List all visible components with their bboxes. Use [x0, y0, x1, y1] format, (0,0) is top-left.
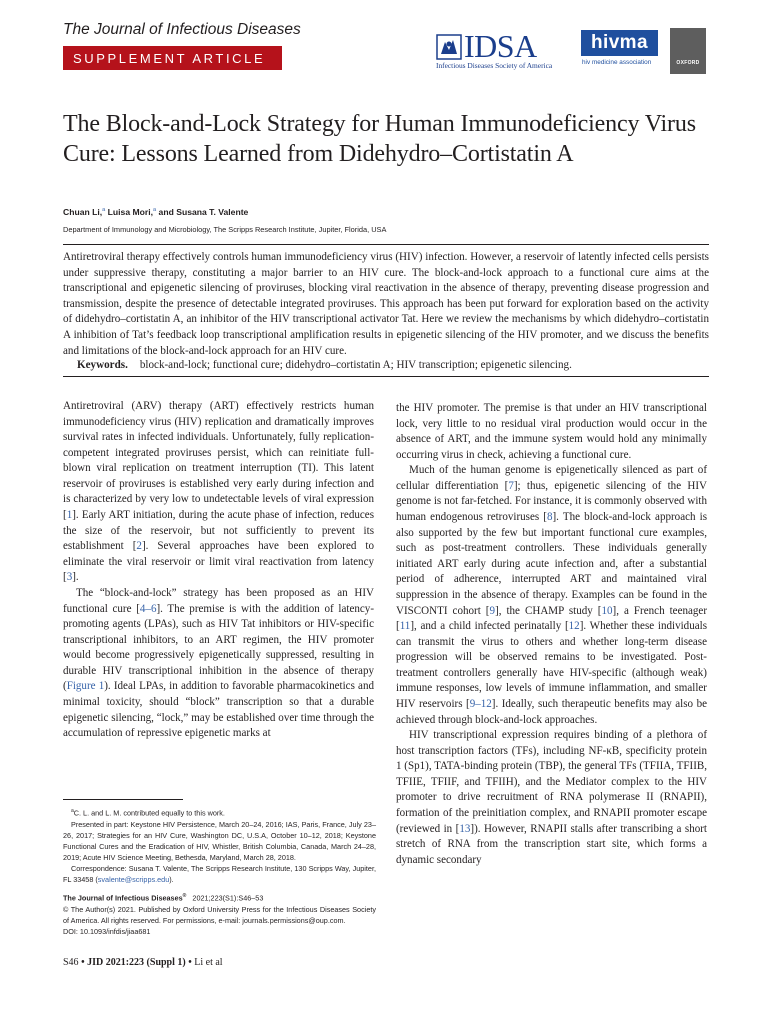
citation-link[interactable]: 9	[489, 604, 496, 617]
body-column-right	[396, 401, 707, 868]
abstract-bottom-rule	[63, 376, 709, 377]
footnote-journal: The Journal of Infectious Diseases® 2021;223(S1):S46–53	[63, 893, 264, 903]
keywords-label: Keywords.	[77, 359, 128, 371]
body-paragraph: Antiretroviral (ARV) therapy (ART) effectively restricts human immunodeficiency virus (HIV) replication and dramatically improves survival rates in infected individuals. Unfortunately, fully replication-competent integrated proviruses persist, which can reinitiate full-blown viral replication on treatment interruption (TI). This latent reservoir of proviruses is established very early during infection and is characterized by very low to undetectable levels of viral expression [1]. Early ART initiation, during the acute phase of infection, reduces the size of the reservoir, but not sufficiently to prevent its establishment [2]. Several approaches have been explored to eliminate the viral reservoir or limit viral reactivation from latency [3].	[63, 400, 374, 584]
idsa-wordmark: IDSA	[464, 28, 537, 64]
footnote-doi: DOI: 10.1093/infdis/jiaa681	[63, 926, 151, 936]
author-affil-marker: a	[102, 207, 106, 214]
email-link[interactable]: svalente@scripps.edu	[97, 874, 170, 884]
body-paragraph: The “block-and-lock” strategy has been proposed as an HIV functional cure [4–6]. The premise is with the addition of latency-promoting agents (LPAs), such as HIV Tat inhibitors or HIV-specific transcriptional inhibitors, to an ART regimen, the HIV promoter would become progressively epigenetically suppressed, resulting in durable HIV transcriptional inhibition in the absence of therapy (Figure 1). Ideal LPAs, in addition to favorable pharmacokinetics and minimal toxicity, should “block” transcription so that a durable epigenetic silencing, “lock,” may be established over time through the accumulation of repressive epigenetic marks at	[63, 586, 374, 740]
body-paragraph: HIV transcriptional expression requires binding of a plethora of host transcription factors (TFs), including NF-κB, specificity protein 1 (Sp1), TATA-binding protein (TBP), the general TFs (TFIIA, TFIIB, TFIIE, TFIIF, and TFIIH), and the Mediator complex to the HIV promoter to drive recruitment of RNA polymerase II (RNAPII), formation of the preinitiation complex, and RNAPII promoter escape (reviewed in [13]). However, RNAPII stalls after transcribing a short stretch of RNA from the transcription start site, which forms a dynamic secondary	[396, 729, 707, 866]
body-paragraph: Much of the human genome is epigenetically silenced as part of cellular differentiation [7]; thus, epigenetic silencing of the HIV genome is not far-fetched. For instance, it is commonly observed with human endogenous retroviruses [8]. The block-and-lock approach is also supported by the few but important functional cure examples, such as post-treatment controllers. These individuals generally initiated ART early during acute infection and, after a substantial period of adherence, interrupted ART and maintained viral suppression in the absence of therapy. Examples can be found in the VISCONTI cohort [9], the CHAMP study [10], a French teenager [11], and a child infected perinatally [12]. Whether these individuals can transmit the virus to others and whether long-term disease progression will be observed remains to be investigated. Post-treatment controllers generally have HIV-specific (although weak) immune responses, low levels of immune inflammation, and smaller HIV reservoirs [9–12]. Ideally, such therapeutic benefits may also be achieved through block-and-lock approaches.	[396, 464, 708, 726]
citation-link[interactable]: 7	[508, 479, 514, 492]
author-list	[63, 207, 248, 217]
oxford-logo: OXFORD	[670, 28, 706, 74]
footnote-rule	[63, 799, 183, 800]
idsa-logo	[436, 30, 576, 72]
author-name: Luisa Mori,	[105, 207, 154, 217]
keywords	[77, 359, 572, 371]
hivma-logo	[581, 30, 661, 70]
body-column-left	[63, 399, 374, 742]
idsa-seal-icon	[436, 34, 462, 60]
supplement-label: (Suppl 1)	[146, 957, 186, 968]
article-title: The Block-and-Lock Strategy for Human Immunodeficiency Virus Cure: Lessons Learned from Didehydro–Cortistatin A	[63, 111, 696, 167]
hivma-subtitle: hiv medicine association	[582, 59, 652, 66]
citation-link[interactable]: 3	[66, 571, 73, 584]
citation-link[interactable]: 2	[136, 540, 142, 553]
citation-link[interactable]: Figure 1	[66, 680, 105, 693]
footnote-presented: Presented in part: Keystone HIV Persistence, March 20–24, 2016; IAS, Paris, France, July 23–26, 2017; Strategies for an HIV Cure, Washington DC, U.S.A, October 10–12, 2018; Keystone Functional Cures and the Eradication of HIV, Whistler, British Columbia, Canada, March 24–28, 2019; Acute HIV Science Meeting, Bethesda, Maryland, March 28, 2018.	[63, 819, 376, 862]
affiliation: Department of Immunology and Microbiology, The Scripps Research Institute, Jupiter, Florida, USA	[63, 225, 387, 234]
hivma-wordmark: hivma	[581, 30, 658, 56]
page-number: S46	[63, 957, 79, 968]
running-authors: Li et al	[194, 957, 223, 968]
volume-issue: 2021:223	[105, 957, 145, 968]
keywords-list: block-and-lock; functional cure; didehydro–cortistatin A; HIV transcription; epigenetic silencing.	[139, 359, 572, 371]
abstract: Antiretroviral therapy effectively controls human immunodeficiency virus (HIV) infection. However, a reservoir of latently infected cells persists under suppressive therapy, constituting a major barrier to an HIV cure. The block-and-lock approach to a functional cure aims at the transcriptional and epigenetic silencing of proviruses, blocking viral reactivation in the absence of therapy, preventing disease progression and transmission, despite the presence of detectable integrated proviruses. This approach has been put forward for exploration based on the activity of didehydro–cortistatin A, an inhibitor of the HIV transcriptional activator Tat. Here we review the mechanisms by which didehydro–cortistatin A inhibition of Tat’s feedback loop transcriptional amplification results in epigenetic silencing of the HIV promoter, and we discuss the benefits and limitations of the block-and-lock approach for an HIV cure.	[63, 251, 709, 357]
idsa-subtitle: Infectious Diseases Society of America	[436, 61, 553, 70]
footnote-equal-contribution: $^a$C. L. and L. M. contributed equally to this work.	[71, 808, 225, 818]
author-affil-marker: a	[153, 207, 157, 214]
footnote-copyright: © The Author(s) 2021. Published by Oxford University Press for the Infectious Diseases Society of America. All rights reserved. For permissions, e-mail: journals.permissions@oup.com.	[63, 904, 376, 925]
citation-link[interactable]: 4–6	[139, 602, 157, 615]
article-type-banner: SUPPLEMENT ARTICLE	[63, 46, 282, 70]
journal-name: The Journal of Infectious Diseases	[63, 21, 301, 38]
citation-link[interactable]: 12	[568, 620, 580, 633]
author-name: Chuan Li,	[63, 207, 103, 217]
citation-link[interactable]: 9–12	[469, 697, 492, 710]
citation-link[interactable]: 10	[601, 604, 613, 617]
author-name: and Susana T. Valente	[156, 207, 249, 217]
citation-link[interactable]: 13	[459, 822, 471, 835]
footnotes	[63, 806, 376, 937]
page-footer: S46 • JID 2021:223 (Suppl 1) • Li et al	[63, 957, 223, 968]
footnote-correspondence: Correspondence: Susana T. Valente, The Scripps Research Institute, 130 Scripps Way, Jupiter, FL 33458 (svalente@scripps.edu).	[63, 863, 376, 884]
body-paragraph: the HIV promoter. The premise is that under an HIV transcriptional lock, very little to no residual viral production would occur in the absence of ART, and the immune system would hold any minimally occurring virus in check, achieving a functional cure.	[396, 402, 707, 461]
citation-link[interactable]: 11	[399, 620, 411, 633]
abstract-top-rule	[63, 244, 709, 245]
journal-abbrev: JID	[87, 957, 104, 968]
citation-link[interactable]: 8	[546, 511, 553, 524]
citation-link[interactable]: 1	[66, 509, 73, 522]
